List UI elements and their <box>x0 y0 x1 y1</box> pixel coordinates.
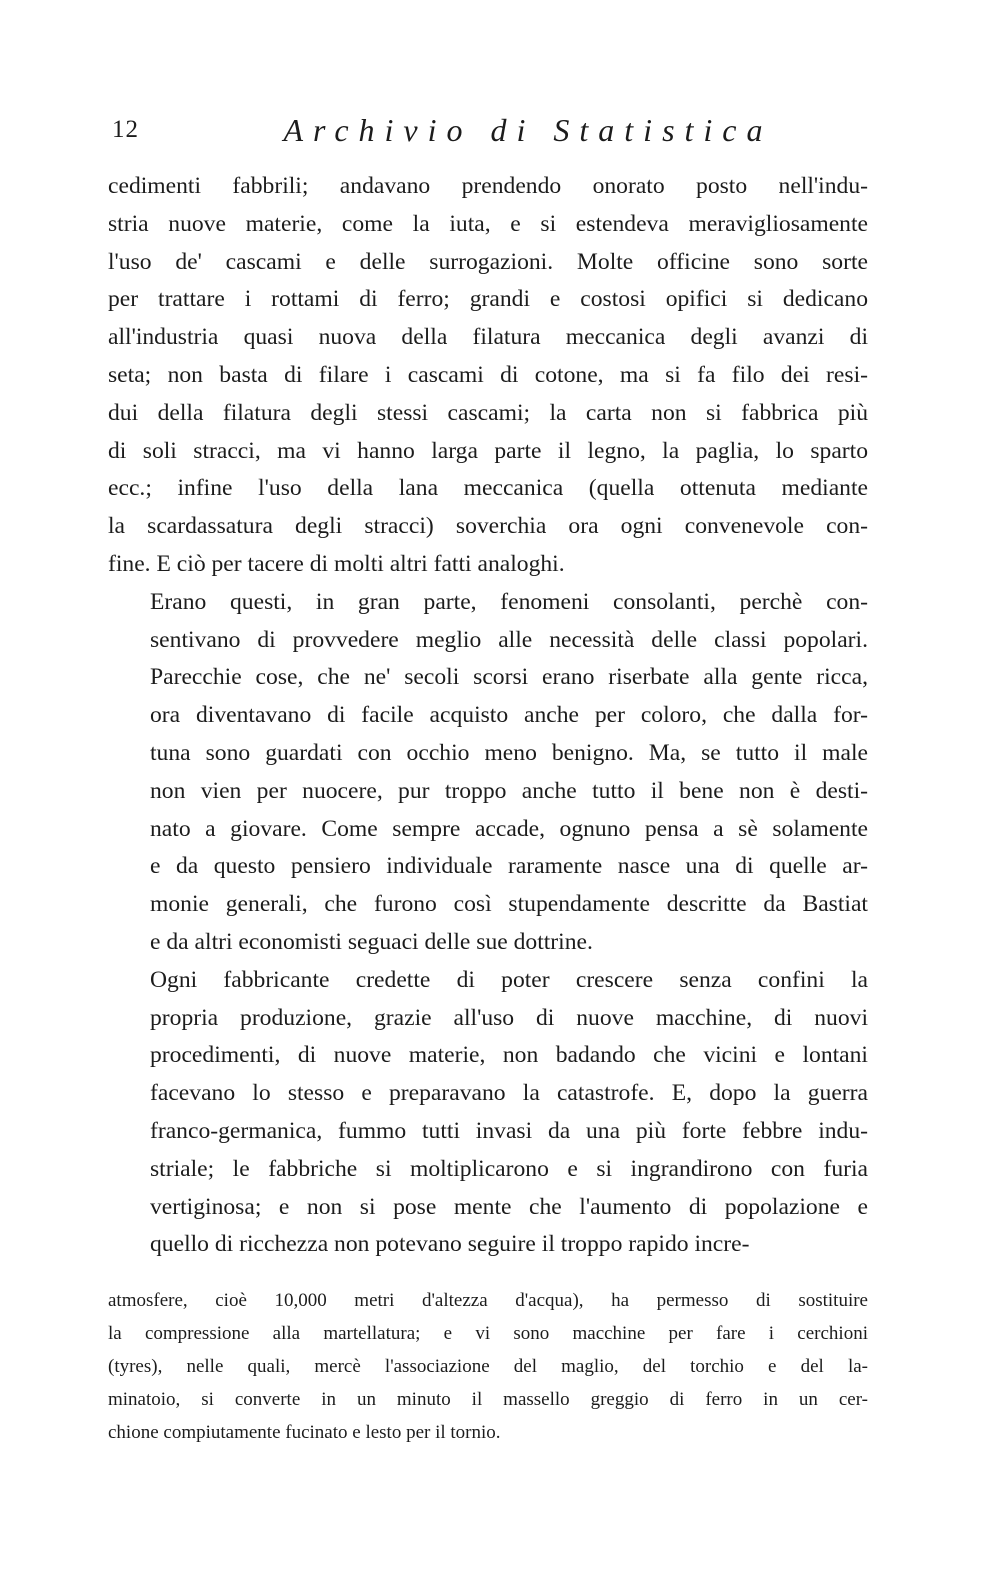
text-line: facevano lo stesso e preparavano la catastrofe. E, dopo la guerra <box>150 1080 868 1107</box>
footnote-line: atmosfere, cioè 10,000 metri d'altezza d'acqua), ha permesso di sostituire <box>108 1290 868 1311</box>
text-line: nato a giovare. Come sempre accade, ognuno pensa a sè solamente <box>150 815 868 842</box>
text-line: di soli stracci, ma vi hanno larga parte il legno, la paglia, lo sparto <box>108 437 868 464</box>
text-line: vertiginosa; e non si pose mente che l'aumento di popolazione e <box>150 1193 868 1220</box>
page-number: 12 <box>112 116 139 143</box>
text-line: propria produzione, grazie all'uso di nuove macchine, di nuovi <box>150 1004 868 1031</box>
text-line: procedimenti, di nuove materie, non badando che vicini e lontani <box>150 1042 868 1069</box>
footnote <box>108 1284 868 1449</box>
text-line: all'industria quasi nuova della filatura meccanica degli avanzi di <box>108 324 868 351</box>
footnote-line: la compressione alla martellatura; e vi sono macchine per fare i cerchioni <box>108 1323 868 1344</box>
text-line: l'uso de' cascami e delle surrogazioni. Molte officine sono sorte <box>108 248 868 275</box>
text-line: e da questo pensiero individuale raramente nasce una di quelle ar- <box>150 853 868 880</box>
page-header <box>108 112 868 152</box>
running-title: Archivio di Statistica <box>283 112 773 148</box>
footnote-line: minatoio, si converte in un minuto il massello greggio di ferro in un cer- <box>108 1389 868 1410</box>
text-line: ecc.; infine l'uso della lana meccanica (quella ottenuta mediante <box>108 475 868 502</box>
text-line: non vien per nuocere, pur troppo anche tutto il bene non è desti- <box>150 777 868 804</box>
text-line: franco-germanica, fummo tutti invasi da una più forte febbre indu- <box>150 1117 868 1144</box>
footnote-line: (tyres), nelle quali, mercè l'associazione del maglio, del torchio e del la- <box>108 1356 868 1377</box>
text-line: striale; le fabbriche si moltiplicarono e si ingrandirono con furia <box>150 1155 868 1182</box>
text-line: monie generali, che furono così stupendamente descritte da Bastiat <box>150 891 868 918</box>
text-line: cedimenti fabbrili; andavano prendendo onorato posto nell'indu- <box>108 173 868 199</box>
text-line: e da altri economisti seguaci delle sue dottrine. <box>150 928 593 955</box>
main-text <box>108 168 868 1264</box>
text-line: sentivano di provvedere meglio alle necessità delle classi popolari. <box>150 626 868 653</box>
paragraph <box>108 168 868 584</box>
text-line: Erano questi, in gran parte, fenomeni consolanti, perchè con- <box>150 588 868 615</box>
text-line: fine. E ciò per tacere di molti altri fatti analoghi. <box>108 550 565 577</box>
text-line: la scardassatura degli stracci) soverchia ora ogni convenevole con- <box>108 513 868 540</box>
paragraph <box>108 584 868 962</box>
text-line: stria nuove materie, come la iuta, e si estendeva meravigliosamente <box>108 210 868 237</box>
text-line: ora diventavano di facile acquisto anche per coloro, che dalla for- <box>150 702 868 729</box>
text-line: Ogni fabbricante credette di poter crescere senza confini la <box>150 966 868 993</box>
text-line: tuna sono guardati con occhio meno benigno. Ma, se tutto il male <box>150 739 868 766</box>
footnote-line: chione compiutamente fucinato e lesto per il tornio. <box>108 1422 501 1443</box>
text-line: Parecchie cose, che ne' secoli scorsi erano riserbate alla gente ricca, <box>150 664 868 691</box>
text-line: per trattare i rottami di ferro; grandi e costosi opifici si dedicano <box>108 286 868 313</box>
paragraph <box>108 962 868 1264</box>
text-line: quello di ricchezza non potevano seguire il troppo rapido incre- <box>150 1231 750 1258</box>
text-line: seta; non basta di filare i cascami di cotone, ma si fa filo dei resi- <box>108 361 868 388</box>
text-line: dui della filatura degli stessi cascami; la carta non si fabbrica più <box>108 399 868 426</box>
